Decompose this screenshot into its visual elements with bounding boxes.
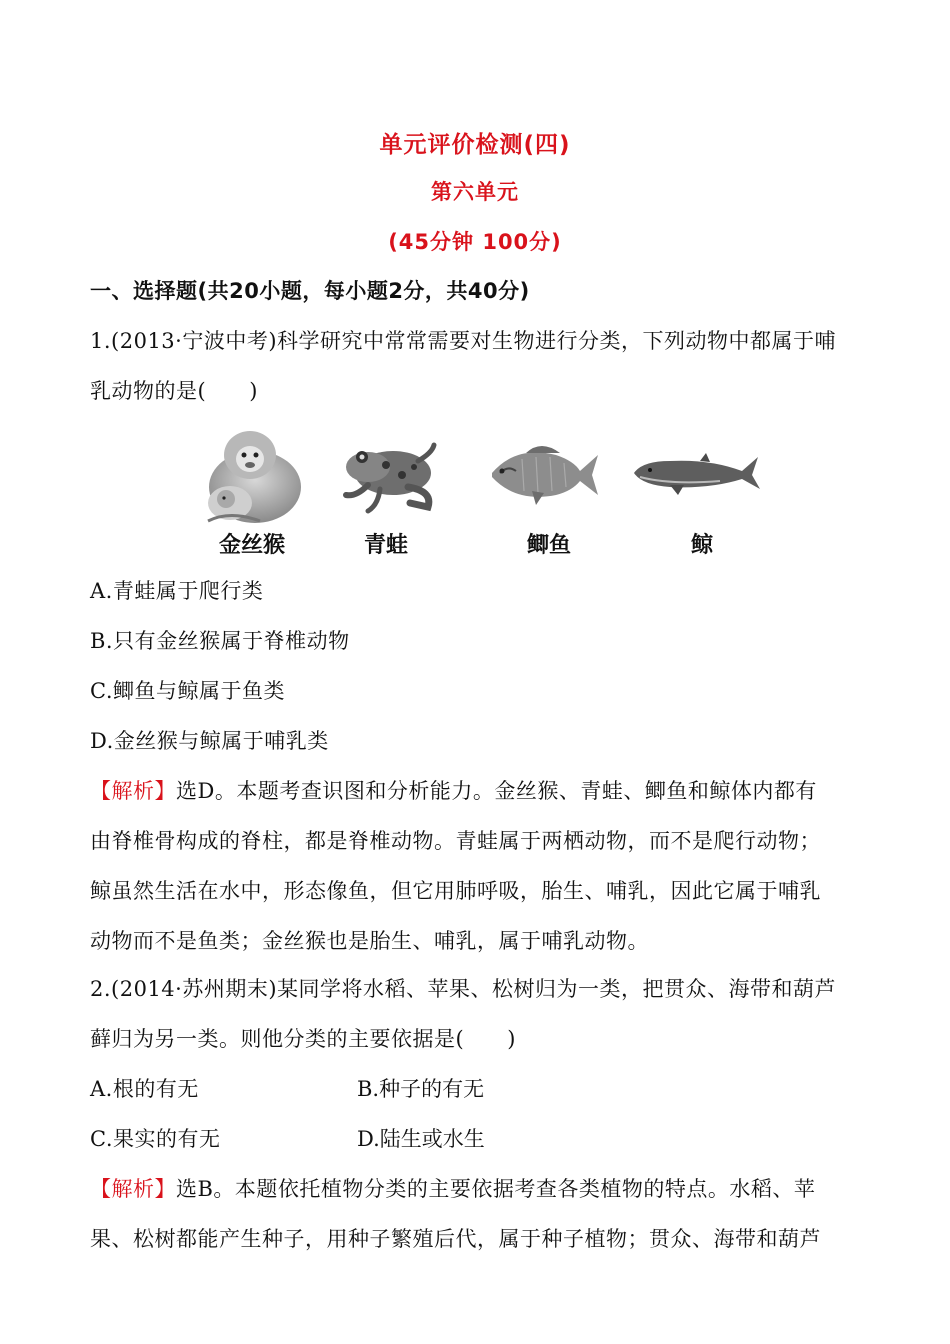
q1-stem-line2: 乳动物的是( ) — [90, 379, 258, 403]
q1-analysis-line1 — [90, 775, 817, 805]
frog-icon — [338, 425, 438, 525]
q1-analysis-line4: 动物而不是鱼类；金丝猴也是胎生、哺乳，属于哺乳动物。 — [90, 929, 649, 953]
q1-analysis-line2: 由脊椎骨构成的脊柱，都是脊椎动物。青蛙属于两栖动物，而不是爬行动物； — [90, 829, 821, 853]
q2-option-a: A.根的有无 — [90, 1077, 199, 1101]
q2-stem-line2: 藓归为另一类。则他分类的主要依据是( ) — [90, 1027, 516, 1051]
page-subtitle: 第六单元 — [431, 180, 519, 204]
q1-option-d: D.金丝猴与鲸属于哺乳类 — [90, 729, 329, 753]
section-heading: 一、选择题(共20小题，每小题2分，共40分) — [90, 279, 530, 303]
animal-label-golden-monkey: 金丝猴 — [218, 533, 285, 558]
golden-monkey-icon — [200, 425, 305, 525]
q1-analysis-line3: 鲸虽然生活在水中，形态像鱼，但它用肺呼吸，胎生、哺乳，因此它属于哺乳 — [90, 879, 821, 903]
q2-option-c: C.果实的有无 — [90, 1127, 221, 1151]
q2-option-b: B.种子的有无 — [357, 1077, 485, 1101]
q1-option-c: C.鲫鱼与鲸属于鱼类 — [90, 679, 285, 703]
analysis-tag: 【解析】 — [90, 779, 176, 803]
time-score-info: (45分钟 100分) — [388, 230, 562, 254]
page-title: 单元评价检测(四) — [379, 132, 571, 158]
whale-icon — [630, 425, 765, 525]
analysis-tag: 【解析】 — [90, 1177, 176, 1201]
analysis-text: 选B。本题依托植物分类的主要依据考查各类植物的特点。水稻、苹 — [176, 1177, 816, 1201]
analysis-text: 选D。本题考查识图和分析能力。金丝猴、青蛙、鲫鱼和鲸体内都有 — [176, 779, 817, 803]
animal-label-whale: 鲸 — [690, 533, 713, 558]
q1-stem-line1: 1.(2013·宁波中考)科学研究中常常需要对生物进行分类，下列动物中都属于哺 — [90, 329, 837, 353]
crucian-carp-icon — [486, 425, 601, 525]
animal-label-frog: 青蛙 — [363, 533, 408, 558]
q1-option-b: B.只有金丝猴属于脊椎动物 — [90, 629, 350, 653]
q2-stem-line1: 2.(2014·苏州期末)某同学将水稻、苹果、松树归为一类，把贯众、海带和葫芦 — [90, 977, 837, 1001]
q1-option-a: A.青蛙属于爬行类 — [90, 579, 264, 603]
animal-label-crucian-carp: 鲫鱼 — [526, 533, 571, 558]
q2-analysis-line2: 果、松树都能产生种子，用种子繁殖后代，属于种子植物；贯众、海带和葫芦 — [90, 1227, 821, 1251]
q2-analysis-line1 — [90, 1173, 815, 1203]
q2-option-d: D.陆生或水生 — [357, 1127, 485, 1151]
